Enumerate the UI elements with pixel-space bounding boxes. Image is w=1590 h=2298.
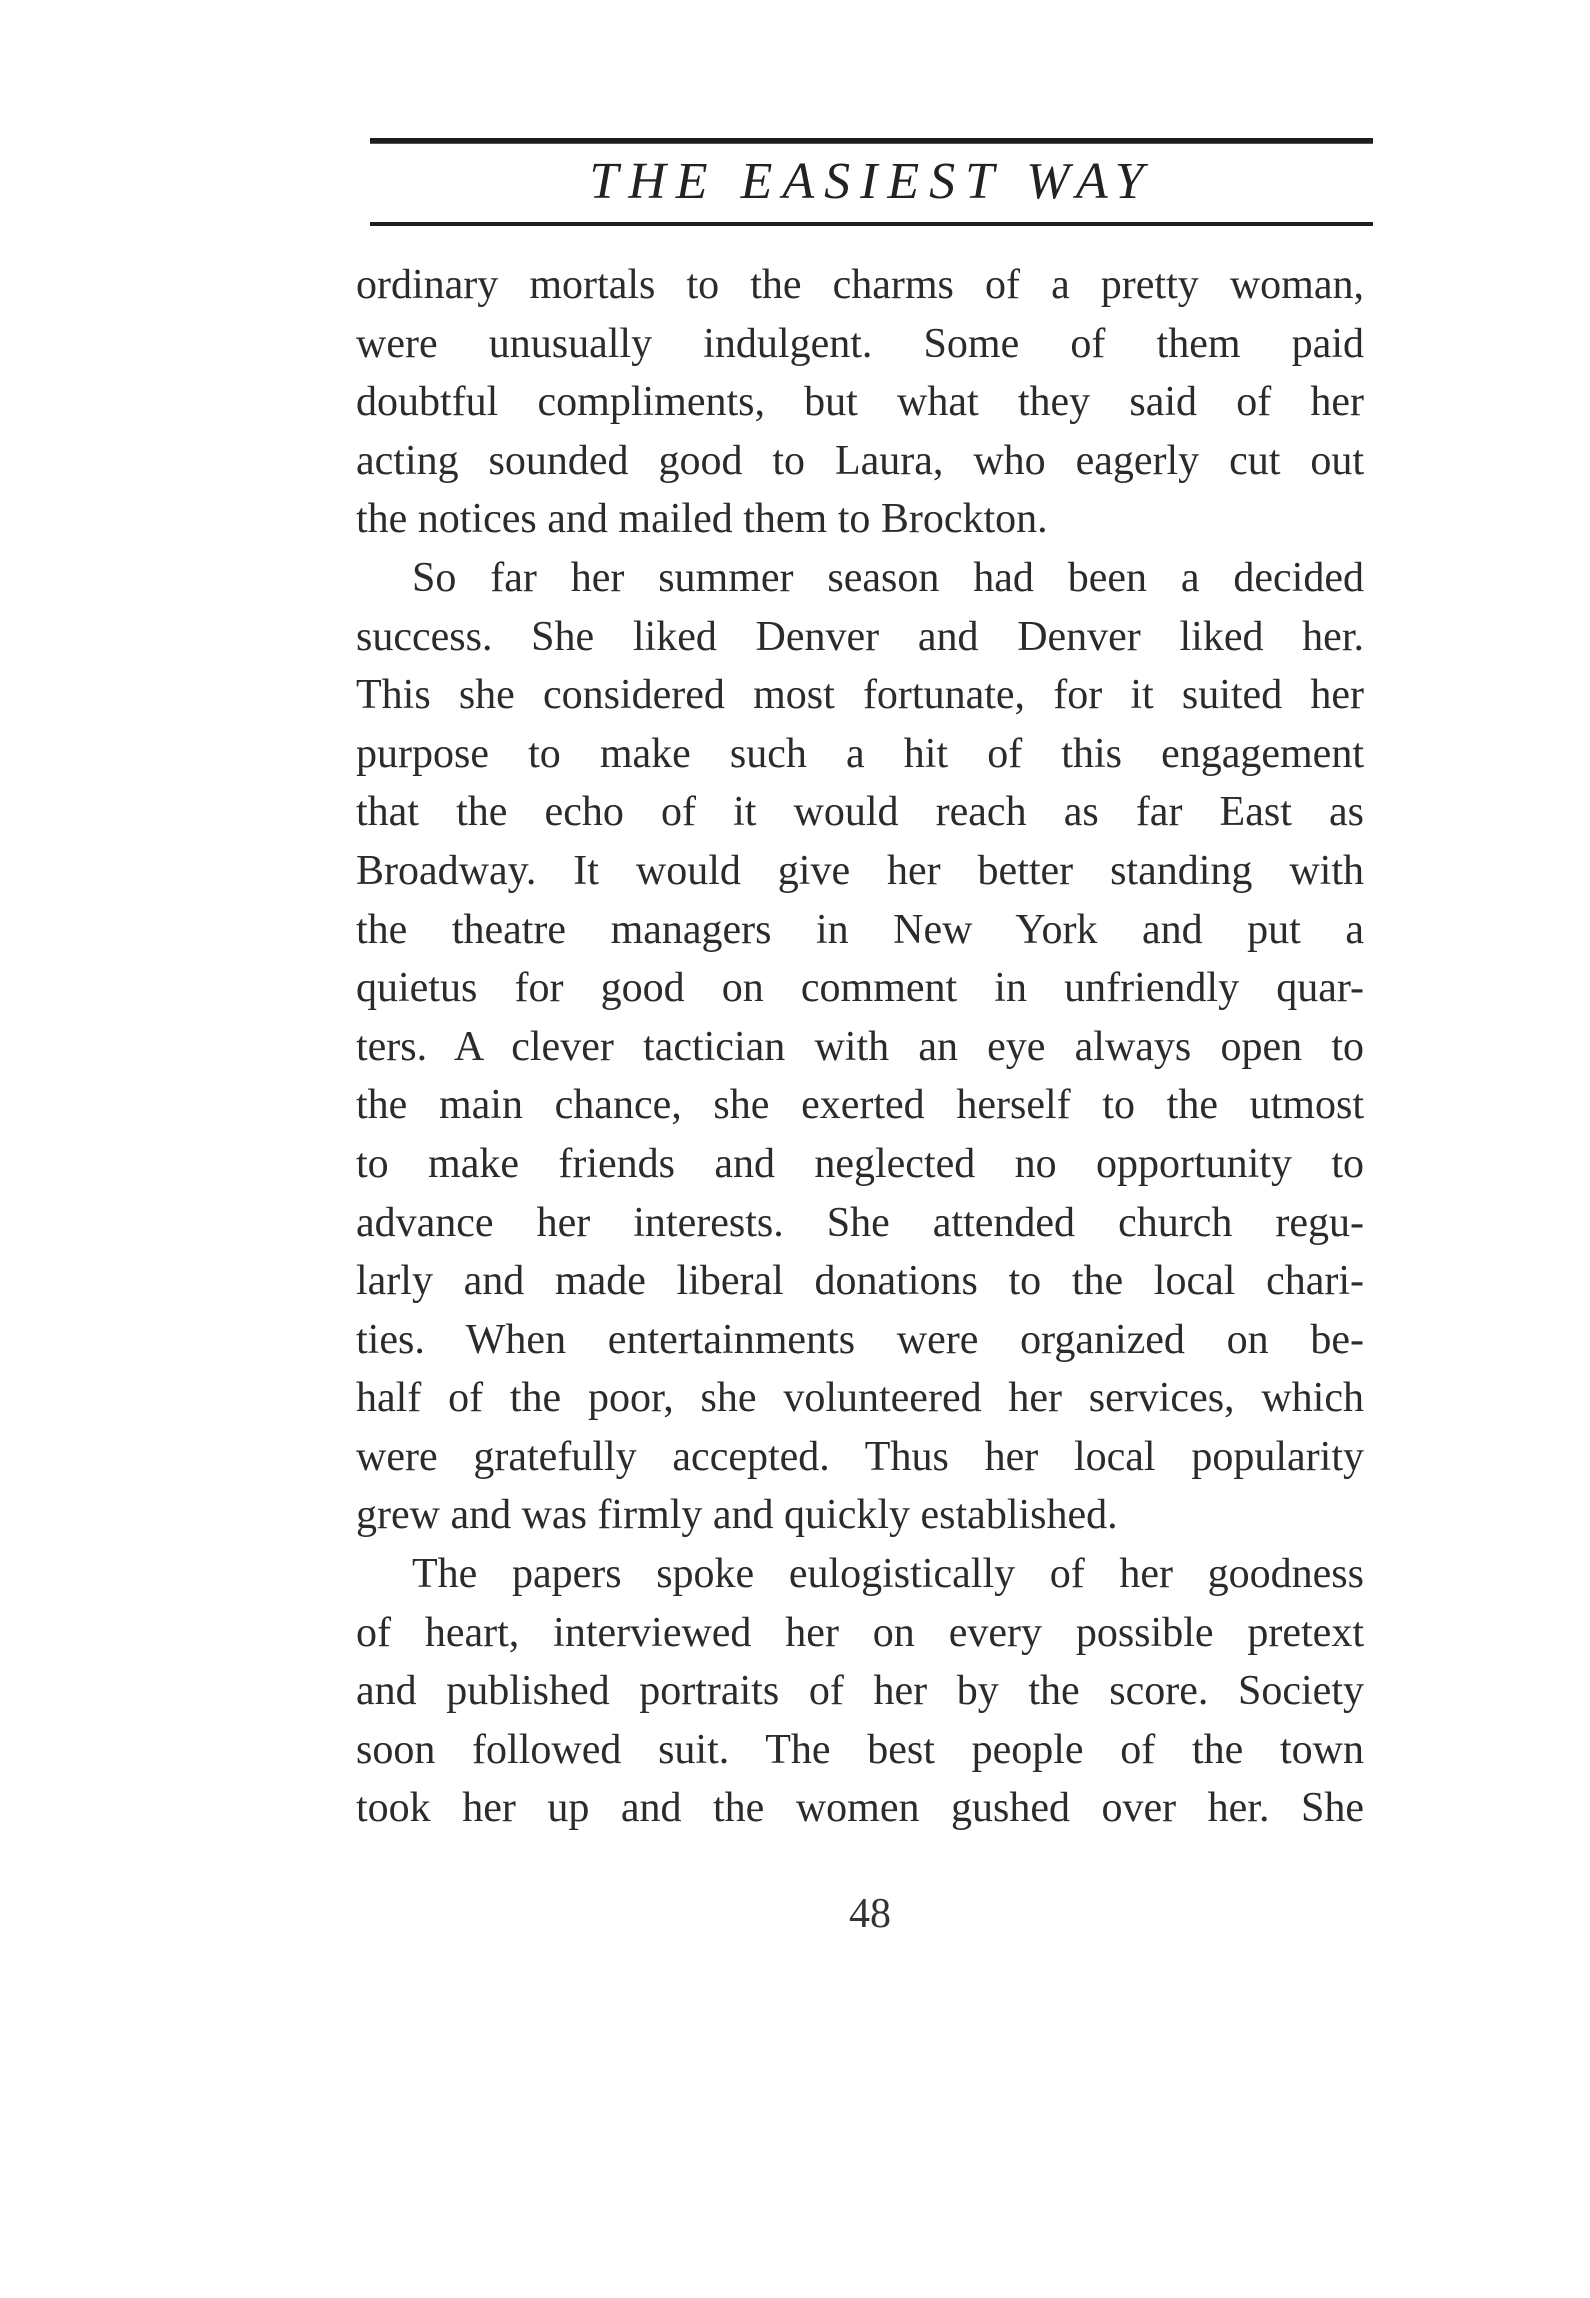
header-rule-top <box>370 138 1373 144</box>
paragraph-1 <box>356 256 1364 549</box>
text-line: Broadway. It would give her better standing with <box>356 847 1364 894</box>
text-line: doubtful compliments, but what they said of her <box>356 379 1364 426</box>
text-line: the theatre managers in New York and put a <box>356 906 1364 953</box>
text-line: that the echo of it would reach as far East as <box>356 789 1364 836</box>
text-line: ordinary mortals to the charms of a pretty woman, <box>356 262 1364 308</box>
running-title: THE EASIEST WAY <box>589 153 1154 210</box>
text-line: were gratefully accepted. Thus her local popularity <box>356 1433 1364 1480</box>
text-line: and published portraits of her by the score. Society <box>356 1668 1364 1715</box>
text-line: to make friends and neglected no opportunity to <box>356 1140 1364 1187</box>
text-line: soon followed suit. The best people of the town <box>356 1726 1364 1773</box>
text-line: ters. A clever tactician with an eye always open to <box>356 1023 1364 1070</box>
text-line: acting sounded good to Laura, who eagerly cut out <box>356 437 1364 484</box>
text-line: So far her summer season had been a decided <box>412 554 1364 601</box>
text-line: half of the poor, she volunteered her services, which <box>356 1375 1364 1422</box>
text-line: success. She liked Denver and Denver liked her. <box>356 613 1364 660</box>
paragraph-2 <box>356 549 1364 1545</box>
text-line: of heart, interviewed her on every possible pretext <box>356 1609 1364 1656</box>
text-line: quietus for good on comment in unfriendly quar- <box>356 965 1364 1012</box>
text-line: grew and was firmly and quickly established. <box>356 1492 1118 1539</box>
text-line: took her up and the women gushed over her. She <box>356 1785 1364 1832</box>
text-line: larly and made liberal donations to the local chari- <box>356 1258 1364 1305</box>
running-header <box>370 138 1373 226</box>
text-line: purpose to make such a hit of this engagement <box>356 730 1364 777</box>
text-line: ties. When entertainments were organized on be- <box>356 1316 1364 1363</box>
text-line: the main chance, she exerted herself to the utmost <box>356 1082 1364 1129</box>
text-line: the notices and mailed them to Brockton. <box>356 496 1048 543</box>
header-rule-bottom <box>370 222 1373 226</box>
page-number: 48 <box>849 1891 891 1937</box>
text-line: This she considered most fortunate, for it suited her <box>356 672 1364 719</box>
text-line: were unusually indulgent. Some of them paid <box>356 320 1364 367</box>
text-line: advance her interests. She attended church regu- <box>356 1199 1364 1246</box>
text-line: The papers spoke eulogistically of her goodness <box>412 1551 1364 1598</box>
body-text <box>356 256 1364 1838</box>
paragraph-3 <box>356 1545 1364 1838</box>
